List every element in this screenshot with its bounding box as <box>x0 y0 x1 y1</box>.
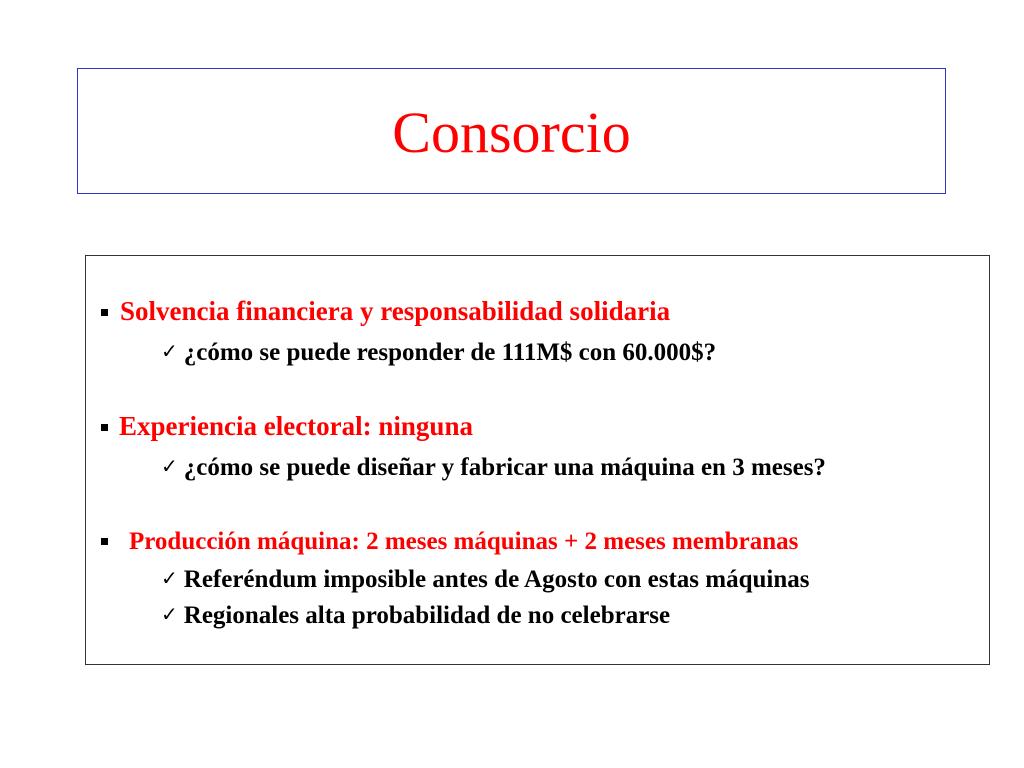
sub-item-text: Referéndum imposible antes de Agosto con estas máquinas <box>183 566 810 593</box>
sub-item-text: ¿cómo se puede diseñar y fabricar una máquina en 3 meses? <box>183 454 826 481</box>
content-box <box>85 255 990 665</box>
title-box <box>77 68 946 194</box>
sub-item-3-1 <box>161 567 810 592</box>
sub-item-1-1 <box>161 340 716 365</box>
bullet-item-1: Solvencia financiera y responsabilidad solidaria <box>120 296 671 326</box>
bullet-item-2: Experiencia electoral: ninguna <box>119 411 473 441</box>
bullet-item-3: Producción máquina: 2 meses máquinas + 2 meses membranas <box>129 528 799 555</box>
sub-item-text: Regionales alta probabilidad de no celebrarse <box>183 602 671 629</box>
checkmark-icon: ✓ <box>161 566 178 590</box>
sub-item-text: ¿cómo se puede responder de 111M$ con 60.000$? <box>183 339 717 366</box>
square-bullet-icon <box>101 424 108 431</box>
square-bullet-icon <box>101 538 108 545</box>
square-bullet-icon <box>101 309 108 316</box>
sub-item-3-2 <box>161 603 670 628</box>
sub-item-2-1 <box>161 455 826 480</box>
checkmark-icon: ✓ <box>161 339 178 363</box>
checkmark-icon: ✓ <box>161 454 178 478</box>
slide-title: Consorcio <box>392 100 631 165</box>
checkmark-icon: ✓ <box>161 602 178 626</box>
